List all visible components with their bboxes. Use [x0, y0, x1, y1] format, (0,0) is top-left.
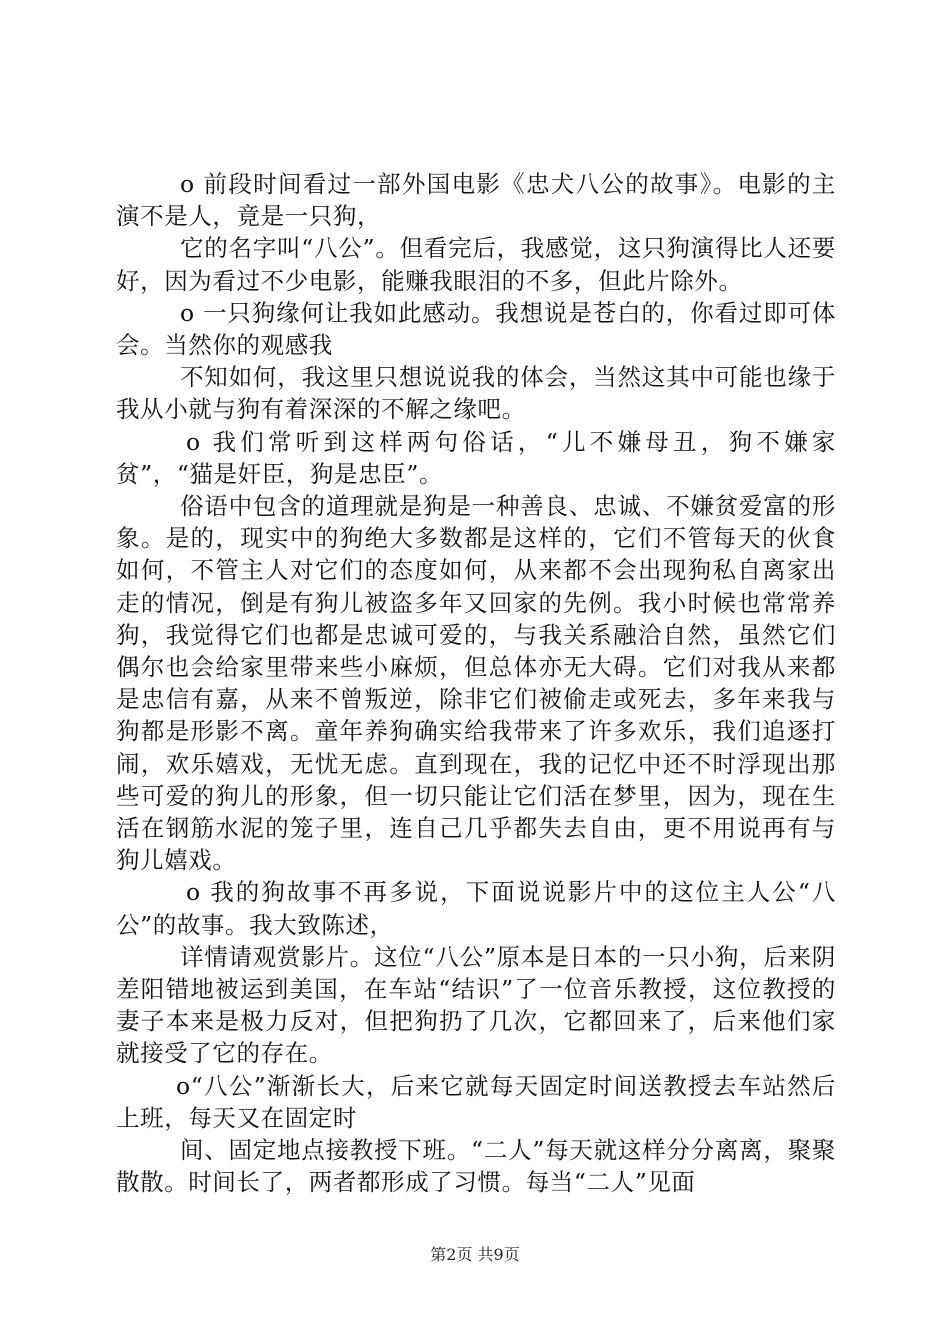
paragraph-4: 不知如何，我这里只想说说我的体会，当然这其中可能也缘于我从小就与狗有着深深的不解之缘吧。 — [116, 363, 836, 424]
page-number-footer: 第2页 共9页 — [430, 1245, 520, 1264]
paragraph-1: o 前段时间看过一部外国电影《忠犬八公的故事》。电影的主演不是人，竟是一只狗， — [116, 170, 836, 231]
paragraph-6: 俗语中包含的道理就是狗是一种善良、忠诚、不嫌贫爱富的形象。是的，现实中的狗绝大多数都是这样的，它们不管每天的伙食如何，不管主人对它们的态度如何，从来都不会出现狗私自离家出走的情况，倒是有狗儿被盗多年又回家的先例。我小时候也常常养狗，我觉得它们也都是忠诚可爱的，与我关系融洽自然，虽然它们偶尔也会给家里带来些小麻烦，但总体亦无大碍。它们对我从来都是忠信有嘉，从来不曾叛逆，除非它们被偷走或死去，多年来我与狗都是形影不离。童年养狗确实给我带来了许多欢乐，我们追逐打闹，欢乐嬉戏，无忧无虑。直到现在，我的记忆中还不时浮现出那些可爱的狗儿的形象，但一切只能让它们活在梦里，因为，现在生活在钢筋水泥的笼子里，连自己几乎都失去自由，更不用说再有与狗儿嬉戏。 — [116, 492, 836, 875]
paragraph-3: o 一只狗缘何让我如此感动。我想说是苍白的，你看过即可体会。当然你的观感我 — [116, 298, 836, 360]
paragraph-2: 它的名字叫“八公”。但看完后，我感觉，这只狗演得比人还要好，因为看过不少电影，能赚我眼泪的不多，但此片除外。 — [116, 234, 836, 295]
paragraph-9: o“八公”渐渐长大，后来它就每天固定时间送教授去车站然后上班，每天又在固定时 — [116, 1071, 836, 1132]
paragraph-8: 详情请观赏影片。这位“八公”原本是日本的一只小狗，后来阴差阳错地被运到美国，在车站“结识”了一位音乐教授，这位教授的妻子本来是极力反对，但把狗扔了几次，它都回来了，后来他们家就接受了它的存在。 — [116, 942, 836, 1068]
document-body — [116, 168, 836, 1199]
paragraph-5: o 我们常听到这样两句俗话，“儿不嫌母丑，狗不嫌家贫”，“猫是奸臣，狗是忠臣”。 — [116, 427, 836, 488]
paragraph-7: o 我的狗故事不再多说，下面说说影片中的这位主人公“八公”的故事。我大致陈述， — [116, 878, 836, 939]
paragraph-10: 间、固定地点接教授下班。“二人”每天就这样分分离离，聚聚散散。时间长了，两者都形成了习惯。每当“二人”见面 — [116, 1136, 836, 1197]
